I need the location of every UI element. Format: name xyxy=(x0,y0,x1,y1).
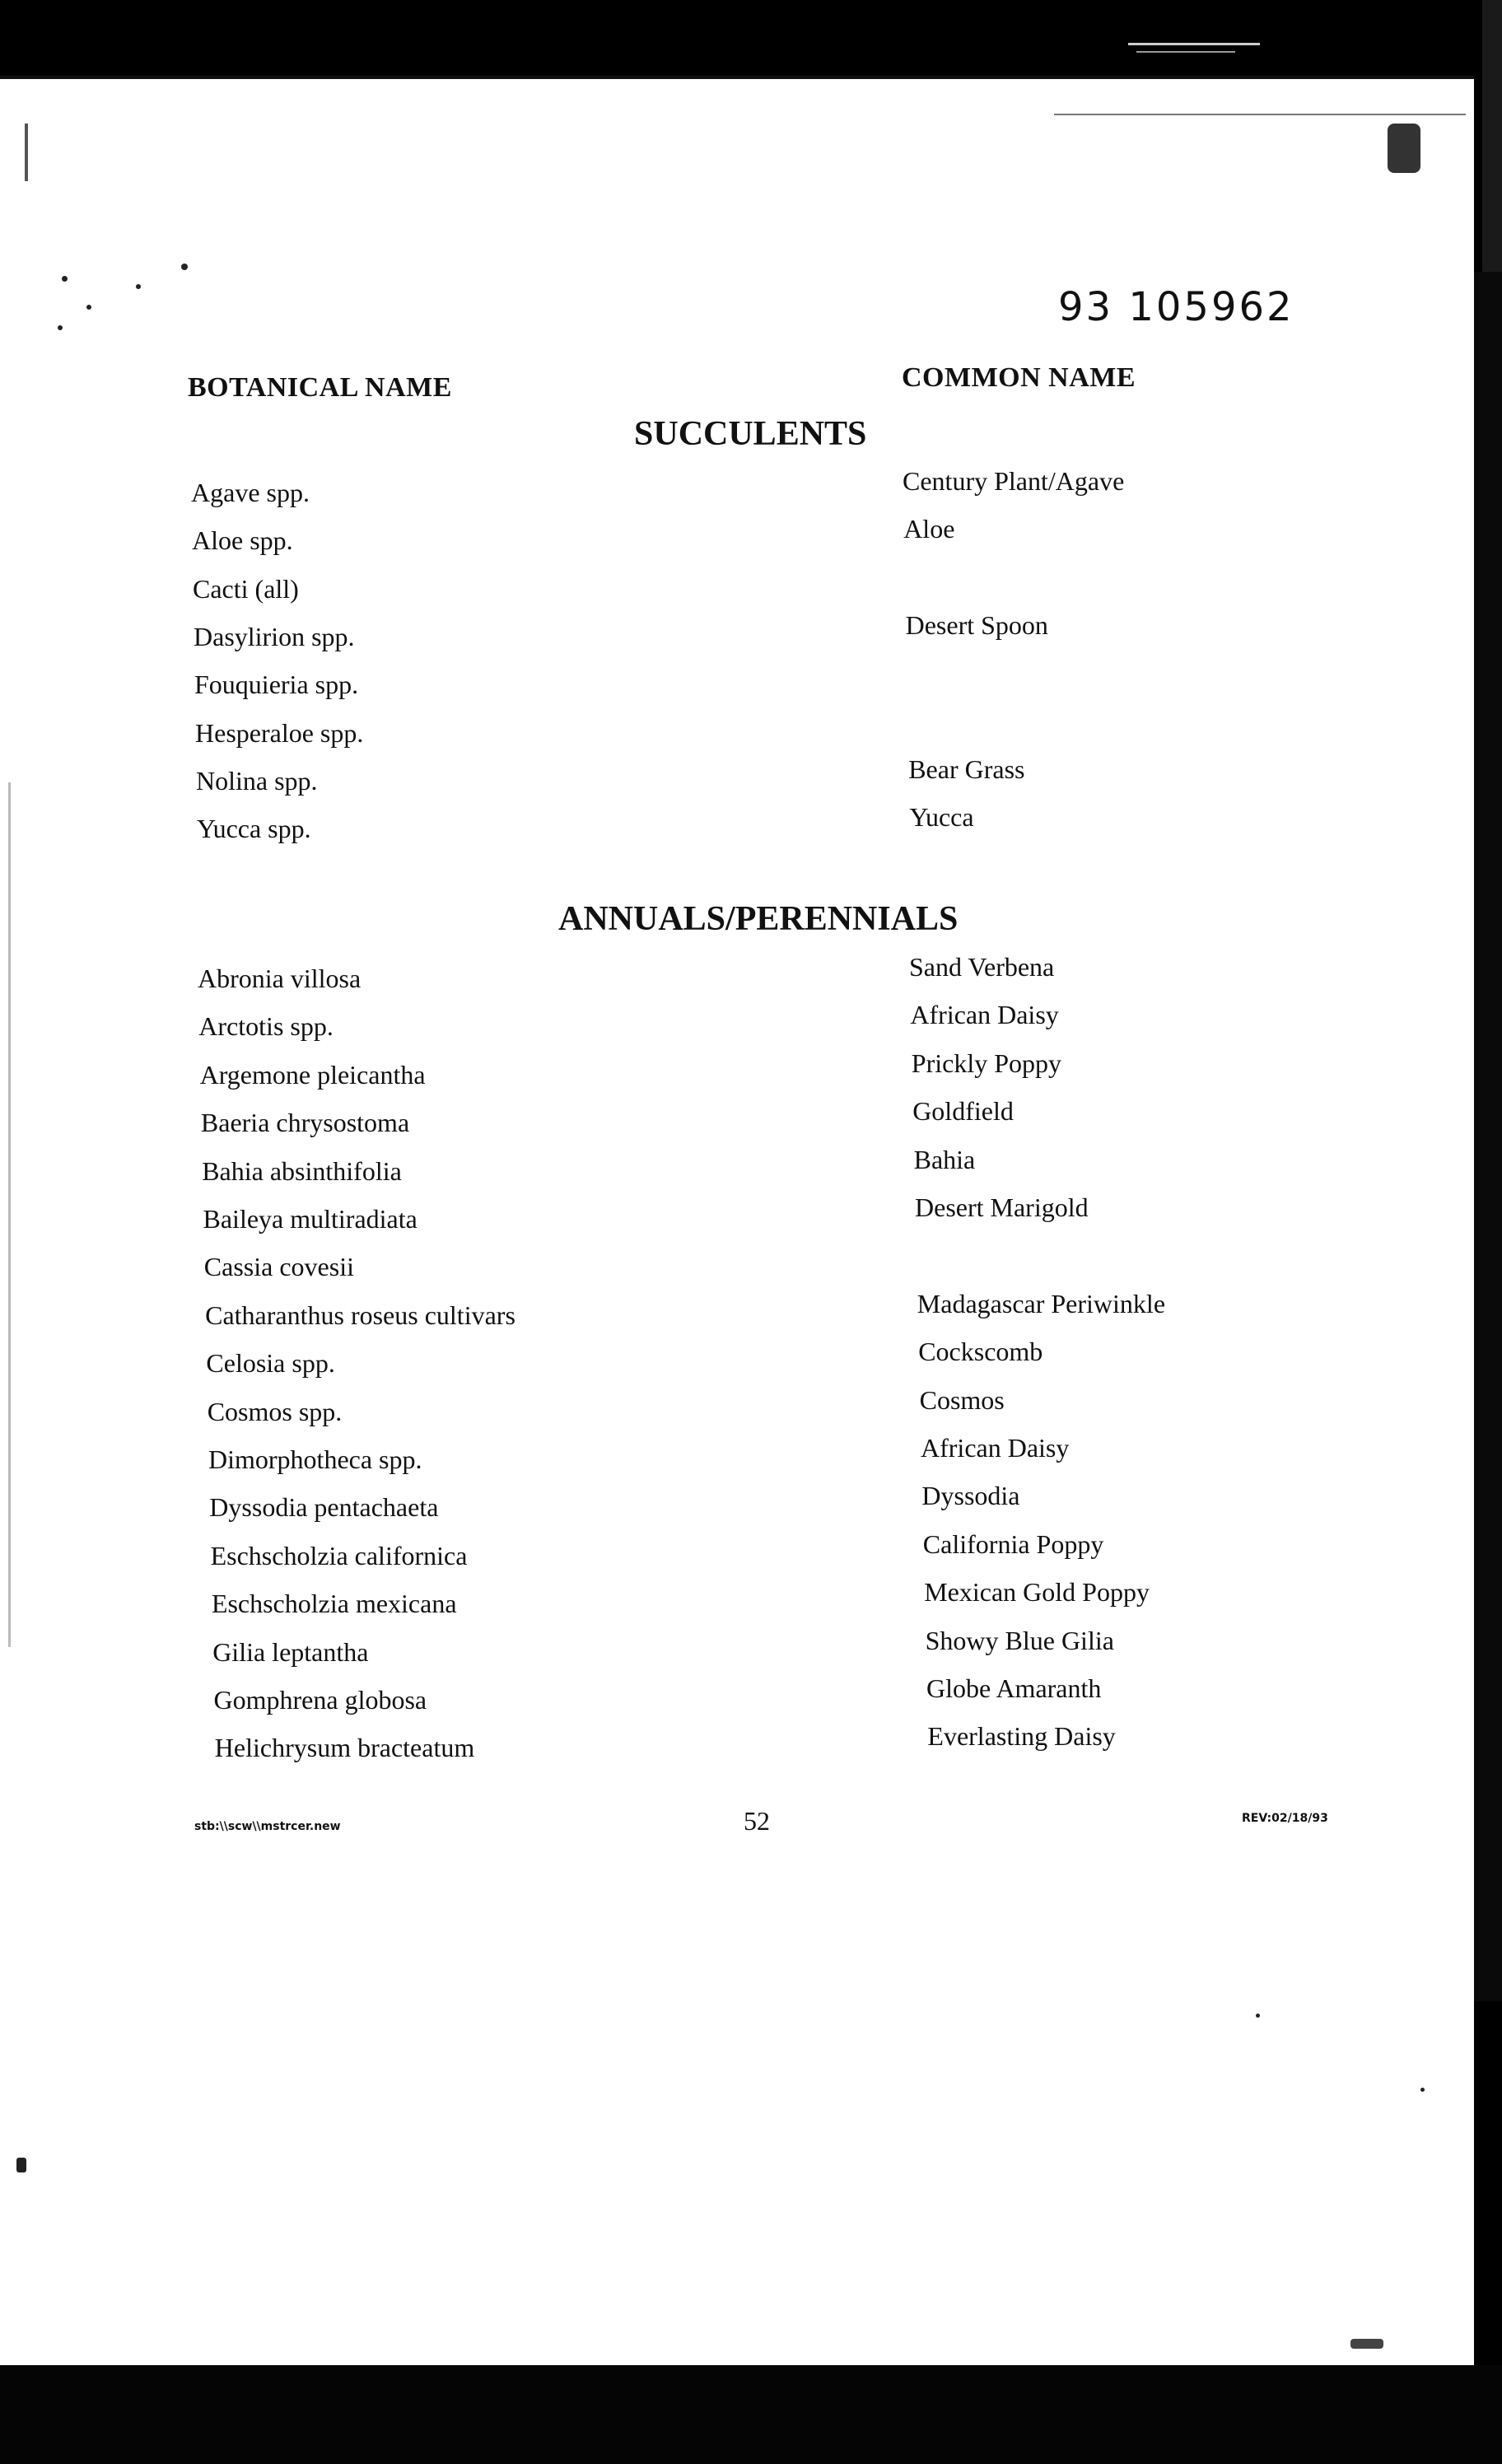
scan-edge-line xyxy=(0,76,1474,79)
common-name: Desert Marigold xyxy=(915,1192,1089,1222)
section-title-annuals-perennials: ANNUALS/PERENNIALS xyxy=(558,900,959,938)
scan-artifact xyxy=(1054,114,1466,115)
common-name: Yucca xyxy=(909,802,974,833)
botanical-name: Nolina spp. xyxy=(196,765,318,796)
scan-speck xyxy=(86,305,91,310)
scan-speck xyxy=(1350,2339,1383,2349)
page-number: 52 xyxy=(744,1806,770,1836)
common-name: California Poppy xyxy=(922,1528,1104,1559)
common-name: Globe Amaranth xyxy=(926,1673,1102,1703)
botanical-name: Aloe spp. xyxy=(192,525,293,556)
botanical-name: Cosmos spp. xyxy=(207,1396,343,1426)
common-name: African Daisy xyxy=(910,1000,1059,1030)
common-name: Everlasting Daisy xyxy=(927,1721,1116,1752)
botanical-name: Catharanthus roseus cultivars xyxy=(205,1300,515,1330)
scan-artifact xyxy=(1128,43,1260,45)
scan-speck xyxy=(136,284,141,289)
common-name: Cockscomb xyxy=(918,1337,1043,1367)
common-name: Dyssodia xyxy=(921,1481,1020,1511)
botanical-name: Arctotis spp. xyxy=(198,1011,334,1042)
botanical-name: Bahia absinthifolia xyxy=(202,1155,402,1186)
common-name: Sand Verbena xyxy=(909,952,1055,982)
common-name: Cosmos xyxy=(919,1384,1005,1415)
botanical-name: Hesperaloe spp. xyxy=(195,717,364,748)
header-common-name: COMMON NAME xyxy=(902,362,1136,393)
header-botanical-name: BOTANICAL NAME xyxy=(188,372,452,403)
scan-border-bottom xyxy=(0,2365,1502,2464)
botanical-name: Yucca spp. xyxy=(197,814,311,844)
scan-border-right-top xyxy=(1482,0,1502,272)
footer-file-path: stb:\\scw\\mstrcer.new xyxy=(194,1820,341,1833)
scan-artifact xyxy=(25,124,28,181)
botanical-name: Dasylirion spp. xyxy=(194,621,355,651)
botanical-name: Gomphrena globosa xyxy=(213,1685,427,1715)
botanical-name: Baeria chrysostoma xyxy=(200,1108,410,1138)
botanical-name: Cacti (all) xyxy=(193,573,299,604)
botanical-name: Baileya multiradiata xyxy=(203,1204,417,1234)
scan-artifact xyxy=(1136,51,1235,53)
scan-speck xyxy=(62,276,68,282)
section-title-succulents: SUCCULENTS xyxy=(634,415,867,453)
botanical-name: Fouquieria spp. xyxy=(194,670,359,700)
botanical-name: Helichrysum bracteatum xyxy=(214,1733,475,1763)
footer-revision: REV:02/18/93 xyxy=(1242,1812,1328,1825)
document-number: 93 105962 xyxy=(1058,284,1294,330)
common-name: Century Plant/Agave xyxy=(903,466,1125,496)
botanical-name: Dyssodia pentachaeta xyxy=(209,1492,439,1523)
botanical-name: Dimorphotheca spp. xyxy=(208,1444,422,1474)
botanical-name: Gilia leptantha xyxy=(212,1636,369,1667)
common-name: Bahia xyxy=(913,1144,976,1174)
botanical-name: Agave spp. xyxy=(191,478,310,507)
scan-speck xyxy=(1256,2014,1260,2018)
common-name: Madagascar Periwinkle xyxy=(917,1288,1166,1318)
botanical-name: Argemone pleicantha xyxy=(199,1059,426,1090)
common-name: Goldfield xyxy=(912,1096,1014,1127)
common-name: Bear Grass xyxy=(908,754,1025,784)
botanical-name: Celosia spp. xyxy=(206,1348,335,1379)
botanical-name: Eschscholzia californica xyxy=(210,1540,468,1570)
common-name: Mexican Gold Poppy xyxy=(924,1577,1150,1608)
botanical-name: Cassia covesii xyxy=(203,1252,354,1282)
scan-border-right xyxy=(1474,272,1502,2001)
scan-speck xyxy=(181,264,188,270)
common-name: Aloe xyxy=(903,514,955,544)
botanical-name: Abronia villosa xyxy=(198,964,362,993)
scan-speck xyxy=(1388,124,1420,173)
common-name: African Daisy xyxy=(921,1433,1070,1463)
scan-speck xyxy=(16,2158,26,2172)
common-name: Showy Blue Gilia xyxy=(925,1625,1114,1655)
common-name: Desert Spoon xyxy=(905,609,1048,640)
common-name: Prickly Poppy xyxy=(911,1048,1062,1078)
scan-speck xyxy=(58,325,63,330)
botanical-name: Eschscholzia mexicana xyxy=(211,1589,457,1619)
scan-speck xyxy=(1420,2088,1425,2092)
scan-artifact xyxy=(8,782,11,1647)
